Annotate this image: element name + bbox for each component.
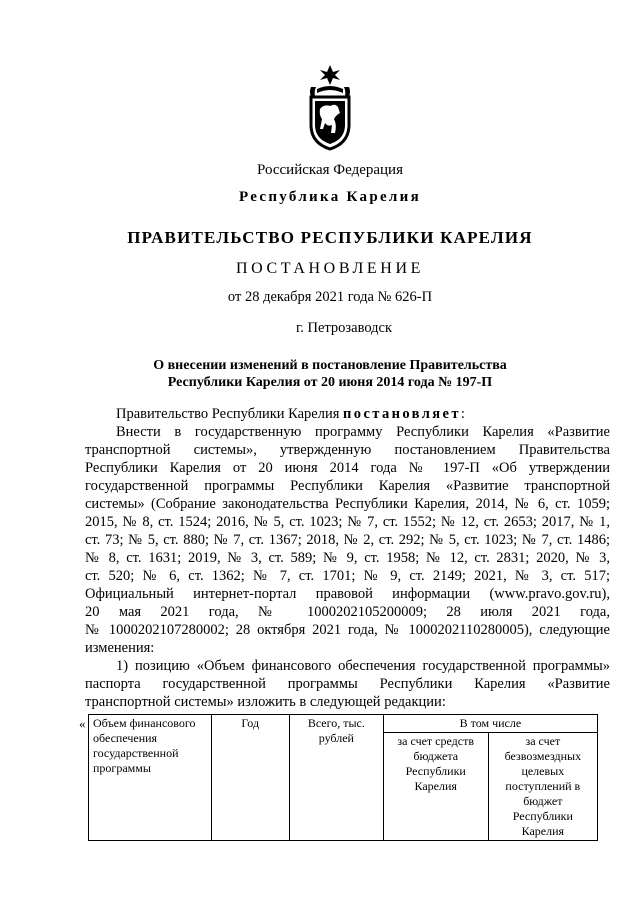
document-date: от 28 декабря 2021 года № 626-П bbox=[227, 289, 433, 305]
table-header-budget: за счет средств бюджета Республики Карелия bbox=[383, 733, 488, 841]
document-title-line2: Республики Карелия от 20 июня 2014 года № 197-П bbox=[167, 375, 493, 390]
body-line: 20 мая 2021 года, № 1000202105200009; 28 июля 2021 года, bbox=[85, 604, 610, 620]
intro-prefix: Правительство Республики Карелия bbox=[116, 406, 344, 422]
table-header-volume: Объем финансового обеспечения государственной программы bbox=[89, 715, 212, 841]
financing-table bbox=[88, 714, 598, 841]
body-line: ст. 73; № 5, ст. 880; № 7, ст. 1367; 2018, № 2, ст. 292; № 5, ст. 1023; № 7, ст. 1486; bbox=[85, 532, 610, 548]
item1-line: 1) позицию «Объем финансового обеспечения государственной программы» bbox=[116, 658, 610, 674]
body-line: № 1000202107280002; 28 октября 2021 года, № 1000202110280005), следующие bbox=[85, 622, 610, 638]
document-city: г. Петрозаводск bbox=[295, 320, 393, 336]
body-line: ст. 520; № 6, ст. 1362; № 7, ст. 1701; № 9, ст. 2149; 2021, № 3, ст. 517; bbox=[85, 568, 610, 584]
body-line: изменения: bbox=[85, 640, 155, 656]
table-header-total: Всего, тыс. рублей bbox=[289, 715, 383, 841]
intro-spaced-word: постановляет bbox=[343, 406, 461, 422]
body-line: № 8, ст. 1631; 2019, № 3, ст. 589; № 9, ст. 1958; № 12, ст. 2831; 2020, № 3, bbox=[85, 550, 610, 566]
body-line: системы» (Собрание законодательства Республики Карелия, 2014, № 6, ст. 1059; bbox=[85, 496, 610, 512]
table-header-year: Год bbox=[211, 715, 289, 841]
opening-quote: « bbox=[79, 716, 86, 731]
document-body bbox=[85, 405, 610, 711]
karelia-coat-of-arms-icon bbox=[307, 63, 353, 151]
table-header-including: В том числе bbox=[383, 715, 597, 733]
table-header-grants: за счет безвозмездных целевых поступлений в бюджет Республики Карелия bbox=[488, 733, 597, 841]
body-line: 2015, № 8, ст. 1524; 2016, № 5, ст. 1023; № 7, ст. 1552; № 12, ст. 2653; 2017, № 1, bbox=[85, 514, 610, 530]
intro-suffix: : bbox=[460, 406, 465, 422]
item1-line: транспортной системы» изложить в следующей редакции: bbox=[85, 694, 446, 710]
item1-line: паспорта государственной программы Республики Карелия «Развитие bbox=[85, 676, 610, 692]
government-name: ПРАВИТЕЛЬСТВО РЕСПУБЛИКИ КАРЕЛИЯ bbox=[127, 228, 533, 247]
republic-name: Республика Карелия bbox=[238, 189, 421, 205]
body-line: Республики Карелия от 20 июня 2014 года № 197-П «Об утверждении bbox=[85, 460, 610, 476]
body-line: транспортной системы», утвержденную постановлением Правительства bbox=[85, 442, 610, 458]
document-title-line1: О внесении изменений в постановление Правительства bbox=[153, 358, 507, 373]
intro-line bbox=[85, 405, 610, 423]
document-type: ПОСТАНОВЛЕНИЕ bbox=[236, 260, 424, 277]
body-line: государственной программы Республики Карелия «Развитие транспортной bbox=[85, 478, 610, 494]
country-name: Российская Федерация bbox=[257, 162, 403, 178]
body-line: Внести в государственную программу Республики Карелия «Развитие bbox=[116, 424, 610, 440]
body-line: Официальный интернет-портал правовой информации (www.pravo.gov.ru), bbox=[85, 586, 610, 602]
